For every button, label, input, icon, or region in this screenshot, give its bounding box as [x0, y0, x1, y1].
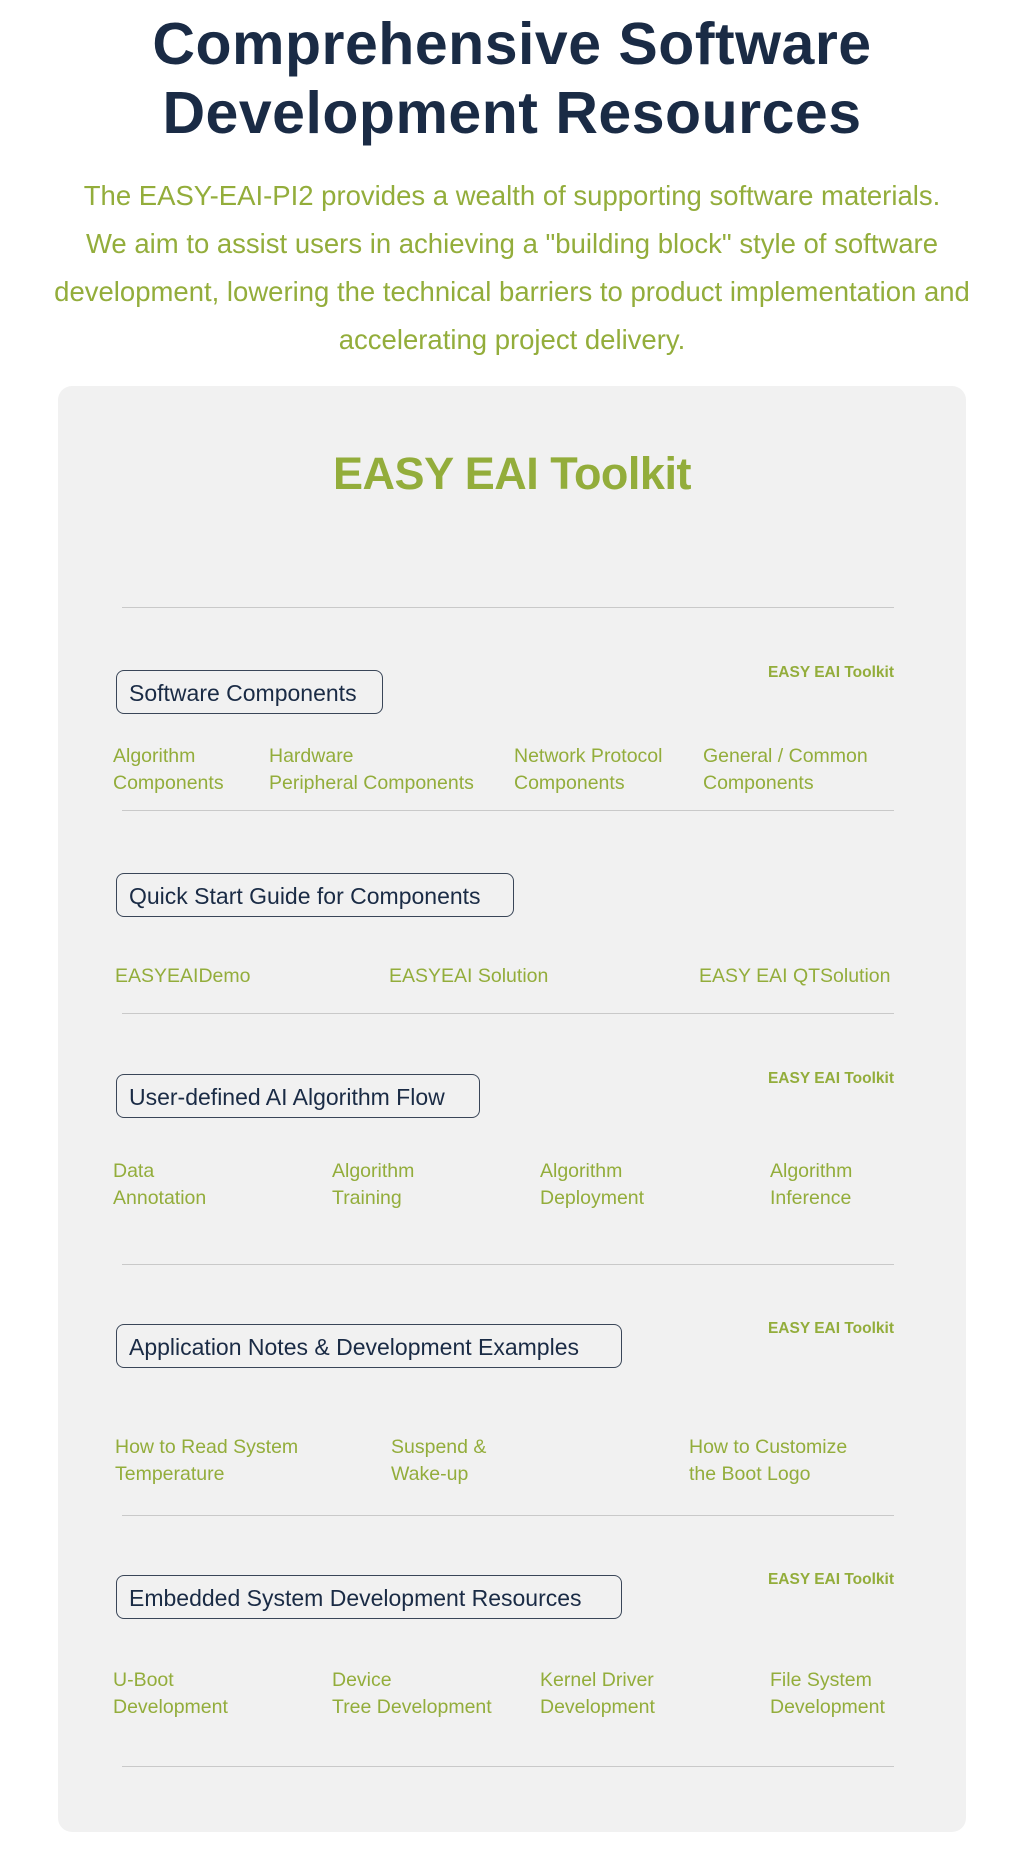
section-label-application-notes[interactable]: Application Notes & Development Examples [116, 1324, 622, 1368]
resource-link[interactable]: EASYEAI Solution [389, 965, 549, 987]
page-title: Comprehensive Software Development Resources [152, 11, 872, 146]
resource-link[interactable]: Device Tree Development [332, 1669, 492, 1718]
divider [122, 1766, 894, 1767]
intro-text: The EASY-EAI-PI2 provides a wealth of supporting software materials. We aim to assist users in achieving a "building block" style of software development, lowering the technical barriers to product implementation and accelerating project delivery. [54, 180, 970, 355]
section-label-quick-start[interactable]: Quick Start Guide for Components [116, 873, 514, 917]
divider [122, 607, 894, 608]
resource-link[interactable]: EASY EAI QTSolution [699, 965, 891, 987]
divider [122, 1264, 894, 1265]
section-label-embedded-resources[interactable]: Embedded System Development Resources [116, 1575, 622, 1619]
resource-link[interactable]: Algorithm Components [113, 745, 224, 794]
toolkit-badge: EASY EAI Toolkit [767, 1070, 894, 1087]
toolkit-badge: EASY EAI Toolkit [767, 1571, 894, 1588]
divider [122, 810, 894, 811]
resource-link[interactable]: How to Customize the Boot Logo [689, 1436, 848, 1485]
resource-link[interactable]: Algorithm Training [332, 1160, 415, 1209]
resource-link[interactable]: Suspend & Wake-up [391, 1436, 487, 1485]
resource-link[interactable]: Kernel Driver Development [540, 1669, 655, 1718]
resource-link[interactable]: EASYEAIDemo [115, 965, 251, 987]
resource-link[interactable]: How to Read System Temperature [115, 1436, 299, 1485]
resource-link[interactable]: Algorithm Inference [770, 1160, 853, 1209]
resource-link[interactable]: U-Boot Development [113, 1669, 228, 1718]
toolkit-badge: EASY EAI Toolkit [767, 664, 894, 681]
resource-link[interactable]: Hardware Peripheral Components [269, 745, 474, 794]
resource-link[interactable]: Data Annotation [113, 1160, 207, 1209]
toolkit-title: EASY EAI Toolkit [333, 448, 691, 499]
divider [122, 1515, 894, 1516]
resource-link[interactable]: Network Protocol Components [514, 745, 663, 794]
section-label-ai-algorithm-flow[interactable]: User-defined AI Algorithm Flow [116, 1074, 480, 1118]
section-label-software-components[interactable]: Software Components [116, 670, 383, 714]
resource-link[interactable]: File System Development [770, 1669, 885, 1718]
resource-link[interactable]: Algorithm Deployment [540, 1160, 645, 1209]
toolkit-badge: EASY EAI Toolkit [767, 1320, 894, 1337]
divider [122, 1013, 894, 1014]
resource-link[interactable]: General / Common Components [703, 745, 868, 794]
